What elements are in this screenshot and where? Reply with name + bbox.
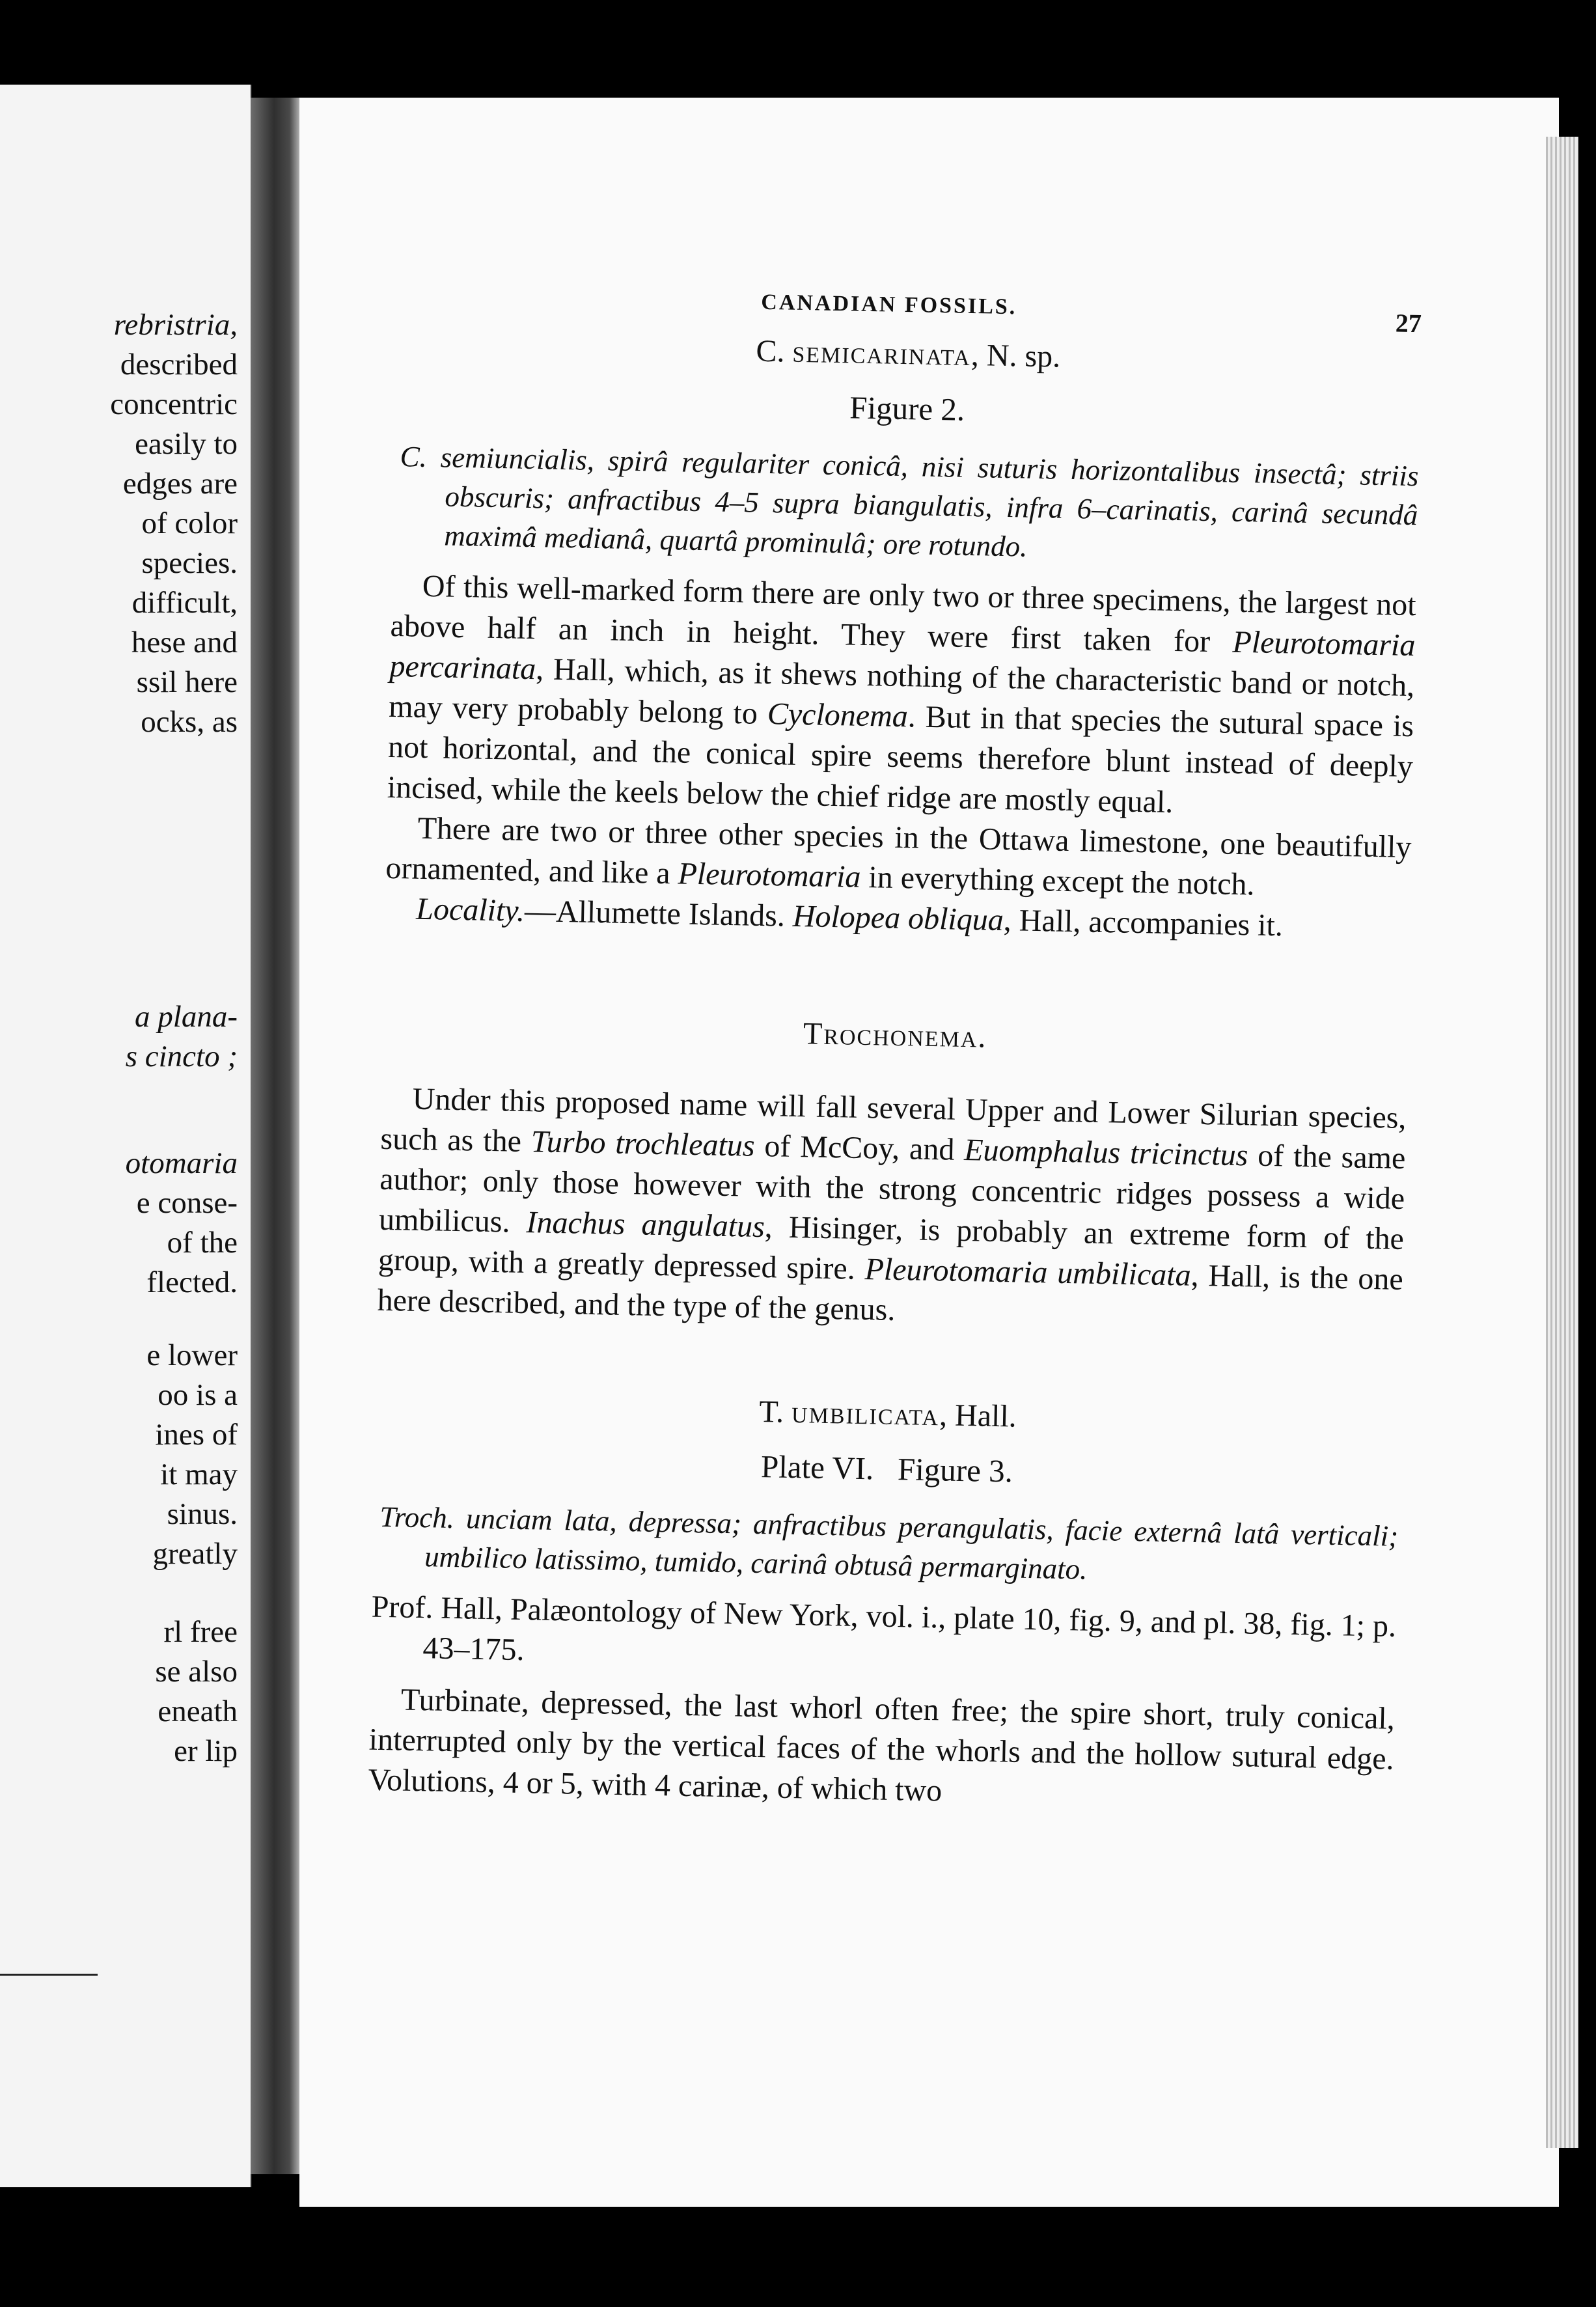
italic-run: Inachus angulatus (526, 1205, 765, 1245)
bibliographic-reference: Prof. Hall, Palæontology of New York, vol. i., plate 10, fig. 9, and pl. 38, fig. 1; p. 43–175. (371, 1589, 1397, 1668)
latin-diagnosis: C. semiuncialis, spirâ regulariter conicâ, nisi suturis horizontalibus insectâ; striis obscuris; anfractibus 4–5 supra biangulatis, infra 6–carinatis, carinâ secundâ maximâ medianâ, quartâ prominulâ; ore rotundo. (400, 440, 1419, 563)
text-run: , Hall, which, as it shews nothing of the characteristic band or notch, may very probably belong to (388, 652, 1415, 732)
text-run: in everything except the notch. (860, 859, 1255, 902)
genus-abbrev: C. (756, 333, 786, 369)
text-run: , Hisinger, is probably an extreme form of the group, with a greatly depressed spire. (378, 1209, 1405, 1287)
latin-diagnosis: Troch. unciam lata, depressa; anfractibus perangulatis, facie externâ latâ verticali; umbilico latissimo, tumido, carinâ obtusâ permarginato. (379, 1500, 1399, 1586)
paragraph: Turbinate, depressed, the last whorl often free; the spire short, truly conical, interrupted only by the vertical faces of the whorls and the hollow sutural edge. Volutions, 4 or 5, with 4 carinæ, of which two (368, 1682, 1396, 1808)
text-run: Under this proposed name will fall several Upper and Lower Silurian species, such as the (380, 1081, 1407, 1159)
left-fragment: concentric (110, 387, 238, 421)
italic-run: Cyclonema (767, 697, 909, 734)
genus-name: Trochonema. (803, 1016, 987, 1055)
left-fragment: ines of (155, 1418, 238, 1452)
italic-run: Holopea obliqua (792, 898, 1004, 938)
left-fragment: otomaria (125, 1146, 238, 1180)
plate-figure-reference: Plate VI. Figure 3. (760, 1448, 1013, 1489)
italic-run: Pleurotomaria (678, 856, 861, 894)
page-content (368, 277, 1422, 1820)
figure-reference: Figure 2. (849, 389, 965, 428)
text-run: , Hall, accompanies it. (1003, 903, 1284, 943)
previous-page (0, 85, 252, 2187)
italic-run: Pleurotomaria umbilicata (864, 1252, 1192, 1293)
book-gutter (251, 98, 303, 2174)
left-fragment: sinus. (167, 1497, 238, 1531)
page-edges (1546, 137, 1578, 2148)
text-run: There are two or three other species in the Ottawa limestone, one beautifully ornamented, and like a (385, 810, 1412, 891)
species-name: semicarinata (792, 334, 972, 372)
left-fragment: ocks, as (141, 705, 238, 739)
left-fragment: a plana- (135, 1000, 238, 1034)
text-run: , Hall, is the one here described, and the type of the genus. (377, 1258, 1404, 1327)
italic-run: Locality. (415, 891, 525, 928)
book-page (299, 98, 1559, 2207)
left-fragment: greatly (152, 1537, 238, 1571)
left-fragment: edges are (122, 467, 238, 501)
left-fragment: rebristria, (113, 308, 238, 342)
left-fragment: it may (160, 1457, 238, 1491)
left-fragment: of color (141, 506, 238, 540)
text-run: of the same author; only those however with the strong concentric ridges possess a wide umbilicus. (378, 1138, 1406, 1240)
left-fragment: easily to (135, 427, 238, 461)
left-fragment: difficult, (131, 586, 238, 620)
left-fragment: e lower (146, 1338, 238, 1372)
italic-run: Turbo trochleatus (530, 1124, 756, 1163)
left-fragment: rl free (163, 1615, 238, 1649)
left-fragment: s cincto ; (125, 1040, 238, 1073)
left-fragment: ssil here (136, 665, 238, 699)
text-run: —Allumette Islands. (524, 893, 793, 933)
text-run: Of this well-marked form there are only two or three specimens, the largest not above half an inch in height. They were first taken for (390, 568, 1417, 659)
species-name: umbilicata (791, 1394, 940, 1433)
page-number: 27 (1395, 308, 1422, 338)
left-fragment: e conse- (136, 1186, 238, 1220)
left-fragment: se also (155, 1655, 238, 1689)
left-fragment: er lip (174, 1734, 238, 1768)
left-fragment: hese and (131, 626, 238, 659)
species-suffix: , N. sp. (970, 337, 1061, 374)
left-fragment: eneath (158, 1694, 238, 1728)
left-fragment: oo is a (158, 1378, 238, 1412)
genus-abbrev: T. (758, 1394, 784, 1430)
paragraph (387, 566, 1416, 827)
left-fragment: described (120, 348, 238, 381)
running-head-title: CANADIAN FOSSILS. (760, 290, 1017, 320)
footnote-rule (0, 1974, 98, 1976)
left-fragment: species. (141, 546, 238, 580)
text-run: . But in that species the sutural space is not horizontal, and the conical spire seems therefore blunt instead of deeply incised, while the keels below the chief ridge are mostly equal. (387, 699, 1414, 820)
italic-run: Euomphalus tricinctus (963, 1132, 1248, 1173)
left-fragment: of the (167, 1226, 238, 1260)
left-fragment: flected. (146, 1265, 238, 1299)
text-run: of McCoy, and (754, 1128, 965, 1167)
species-suffix: , Hall. (939, 1398, 1017, 1434)
italic-run: Pleurotomaria percarinata (389, 624, 1416, 687)
paragraph (377, 1079, 1407, 1340)
